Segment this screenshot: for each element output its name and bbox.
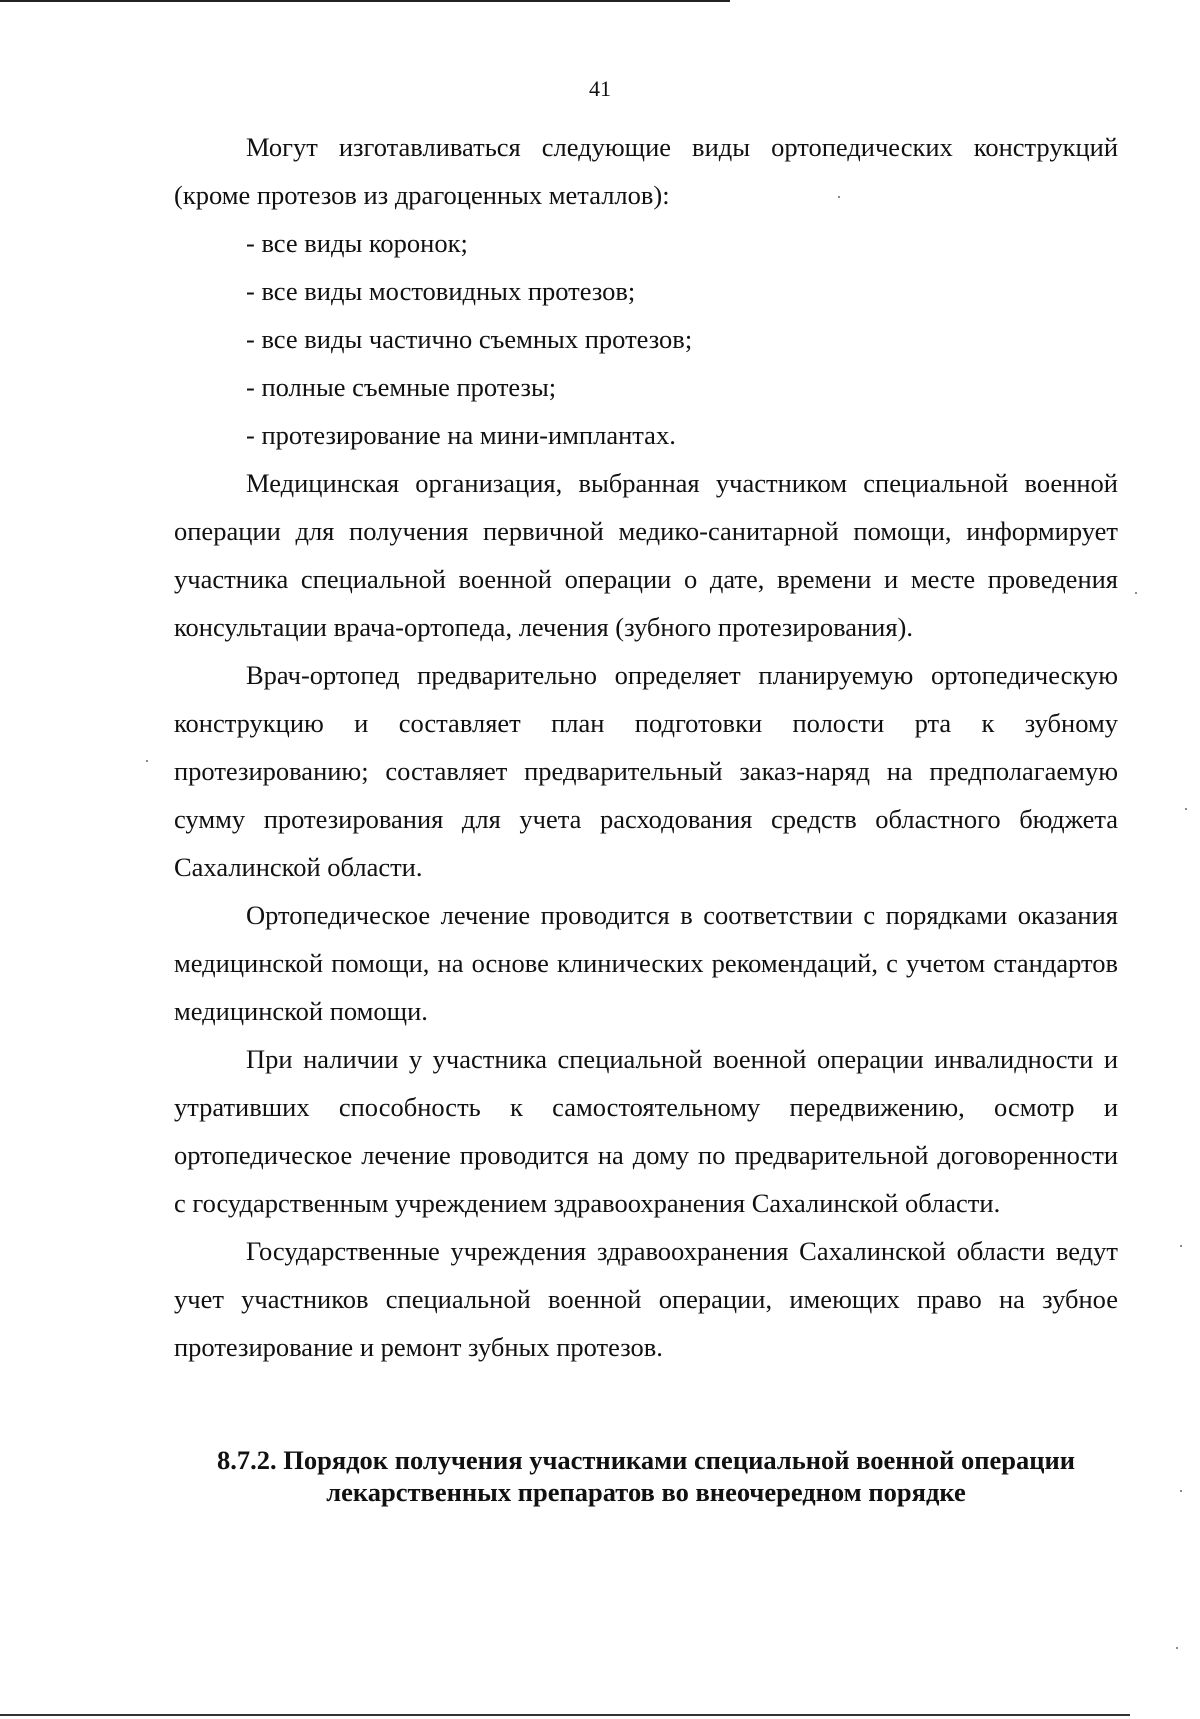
list-item: - полные съемные протезы; bbox=[246, 372, 557, 402]
list-item: - все виды коронок; bbox=[246, 228, 468, 258]
intro-paragraph: Могут изготавливаться следующие виды ортопедических конструкций (кроме протезов из драгоценных металлов): bbox=[174, 132, 1118, 210]
scan-speck bbox=[1176, 1647, 1178, 1649]
paragraph-treatment: Ортопедическое лечение проводится в соответствии с порядками оказания медицинской помощи, на основе клинических рекомендаций, с учетом стандартов медицинской помощи. bbox=[174, 900, 1118, 1026]
section-heading bbox=[174, 1444, 1118, 1508]
scan-speck bbox=[1185, 808, 1187, 810]
paragraph-records: Государственные учреждения здравоохранения Сахалинской области ведут учет участников специальной военной операции, имеющих право на зубное протезирование и ремонт зубных протезов. bbox=[174, 1236, 1118, 1362]
scan-edge-bottom bbox=[0, 1714, 1130, 1716]
paragraph-home-treatment: При наличии у участника специальной военной операции инвалидности и утративших способность к самостоятельному передвижению, осмотр и ортопедическое лечение проводится на дому по предварительной договоренности с государственным учреждением здравоохранения Сахалинской области. bbox=[174, 1044, 1118, 1218]
scan-speck bbox=[1180, 1245, 1182, 1247]
list-item: - протезирование на мини-имплантах. bbox=[246, 420, 676, 450]
paragraph-appointment: Медицинская организация, выбранная участником специальной военной операции для получения первичной медико-санитарной помощи, информирует участника специальной военной операции о дате, времени и месте проведения консультации врача-ортопеда, лечения (зубного протезирования). bbox=[174, 468, 1118, 642]
page-number: 41 bbox=[589, 76, 611, 101]
paragraph-orthopedist: Врач-ортопед предварительно определяет планируемую ортопедическую конструкцию и составляет план подготовки полости рта к зубному протезированию; составляет предварительный заказ-наряд на предполагаемую сумму протезирования для учета расходования средств областного бюджета Сахалинской области. bbox=[174, 660, 1118, 882]
scan-speck bbox=[838, 196, 840, 198]
section-heading-line2: лекарственных препаратов во внеочередном порядке bbox=[326, 1477, 966, 1507]
scan-speck bbox=[1180, 1490, 1182, 1492]
section-heading-line1: 8.7.2. Порядок получения участниками специальной военной операции bbox=[216, 1445, 1076, 1475]
list-item: - все виды частично съемных протезов; bbox=[246, 324, 693, 354]
document-body bbox=[174, 123, 1118, 1371]
scan-speck bbox=[1135, 592, 1137, 594]
scan-edge-top bbox=[0, 0, 730, 2]
scan-speck bbox=[146, 760, 148, 762]
list-item: - все виды мостовидных протезов; bbox=[246, 276, 636, 306]
